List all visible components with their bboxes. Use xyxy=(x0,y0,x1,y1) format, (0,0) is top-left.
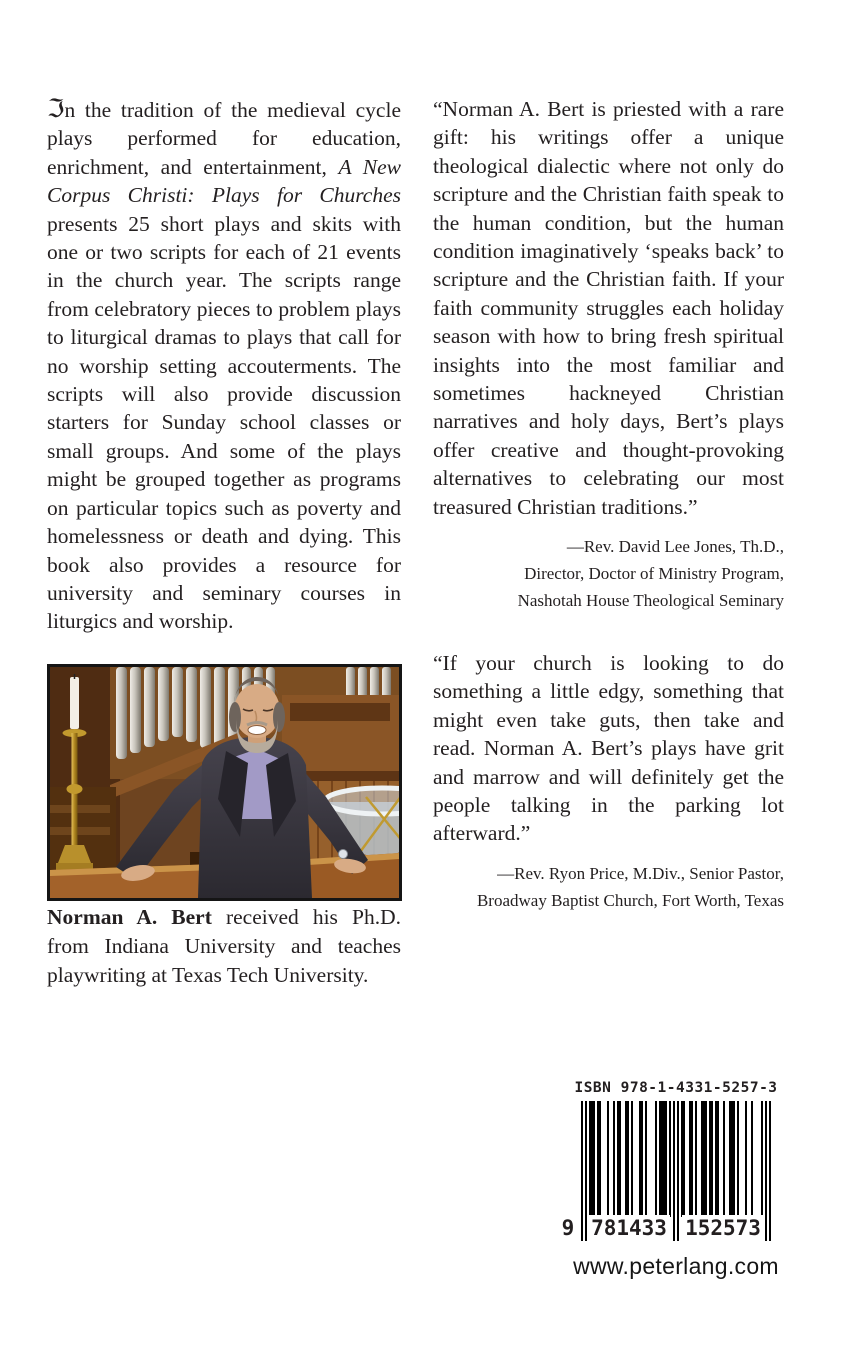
barcode-bar xyxy=(669,1101,671,1217)
barcode-digits-right: 152573 xyxy=(682,1215,764,1241)
barcode-bar xyxy=(745,1101,747,1217)
barcode-bar xyxy=(599,1101,601,1217)
attribution-line: Director, Doctor of Ministry Program, xyxy=(524,564,784,584)
endorsement-1-quote: “Norman A. Bert is priested with a rare gift: his writings offer a unique theological dialectic where not only do scripture and the Christian faith speak to the human condition, but the human condition imaginatively ‘speaks back’ to scripture and the Christian faith. If your faith community struggles each holiday season with how to bring fresh spiritual insights into the most familiar and sometimes hackneyed Christian narratives and holy days, Bert’s plays offer creative and thought-provoking alternatives to celebrating our most treasured Christian traditions.” xyxy=(433,97,784,519)
barcode-digit-lead: 9 xyxy=(561,1216,575,1240)
attribution-line: Nashotah House Theological Seminary xyxy=(517,591,784,611)
publisher-website: www.peterlang.com xyxy=(573,1253,779,1279)
barcode-digits-left: 781433 xyxy=(588,1215,670,1241)
barcode-bar xyxy=(723,1101,725,1217)
barcode-bar xyxy=(631,1101,633,1217)
barcode-bar xyxy=(751,1101,753,1217)
attribution-line: —Rev. Ryon Price, M.Div., Senior Pastor, xyxy=(497,863,784,883)
author-photo-illustration xyxy=(50,667,399,898)
drop-cap: ℑ xyxy=(47,94,65,123)
description-text-1: n the tradition of the medieval cycle plays performed for education, enrichment, and entertainment, xyxy=(47,98,401,179)
barcode-bar xyxy=(585,1101,587,1241)
barcode-bar xyxy=(733,1101,735,1217)
barcode-bar xyxy=(607,1101,609,1217)
book-description xyxy=(47,95,401,636)
endorsement-2 xyxy=(433,649,784,914)
endorsement-2-attribution xyxy=(433,860,784,914)
attribution-line: —Rev. David Lee Jones, Th.D., xyxy=(566,537,784,557)
barcode-bar xyxy=(683,1101,685,1217)
barcode-bars xyxy=(561,1101,771,1241)
barcode-bar xyxy=(593,1101,595,1217)
author-photo xyxy=(47,664,402,901)
author-bio xyxy=(47,903,401,990)
barcode-bar xyxy=(641,1101,643,1217)
barcode-bar xyxy=(655,1101,657,1217)
isbn-barcode xyxy=(558,1080,794,1280)
barcode-bar xyxy=(691,1101,693,1217)
barcode-bar xyxy=(673,1101,675,1241)
barcode-bar xyxy=(765,1101,767,1241)
barcode-bar xyxy=(761,1101,763,1217)
author-name: Norman A. Bert xyxy=(47,905,212,929)
barcode-bar xyxy=(711,1101,713,1217)
endorsement-1-attribution xyxy=(433,533,784,614)
barcode-bar xyxy=(717,1101,719,1217)
barcode-bar xyxy=(619,1101,621,1217)
barcode-bar xyxy=(613,1101,615,1217)
barcode-bar xyxy=(627,1101,629,1217)
endorsement-2-quote: “If your church is looking to do something a little edgy, something that might even take guts, then take and read. Norman A. Bert’s plays have grit and marrow and will definitely get the people talking in the parking lot afterward.” xyxy=(433,651,784,846)
barcode-bar xyxy=(677,1101,679,1241)
barcode-bar xyxy=(645,1101,647,1217)
barcode-bar xyxy=(769,1101,771,1241)
endorsement-1 xyxy=(433,95,784,614)
barcode-bar xyxy=(705,1101,707,1217)
barcode-bar xyxy=(695,1101,697,1217)
author-bio-text: received his Ph.D. from Indiana University and teaches playwriting at Texas Tech University. xyxy=(47,905,401,987)
barcode-bar xyxy=(737,1101,739,1217)
barcode-bar xyxy=(581,1101,583,1241)
attribution-line: Broadway Baptist Church, Fort Worth, Texas xyxy=(476,890,784,910)
barcode-bar xyxy=(665,1101,667,1217)
isbn-label: ISBN 978-1-4331-5257-3 xyxy=(574,1080,778,1096)
book-title: A New Corpus Christi: Plays for Churches xyxy=(47,154,402,208)
description-text-2: presents 25 short plays and skits with one or two scripts for each of 21 events in the church year. The scripts range from celebratory pieces to problem plays to liturgical dramas to plays that call for no worship setting accouterments. The scripts will also provide discussion starters for Sunday school classes or small groups. And some of the plays might be grouped together as programs on particular topics such as poverty and homelessness or death and dying. This book also provides a resource for university and seminary courses in liturgics and worship. xyxy=(47,211,401,634)
